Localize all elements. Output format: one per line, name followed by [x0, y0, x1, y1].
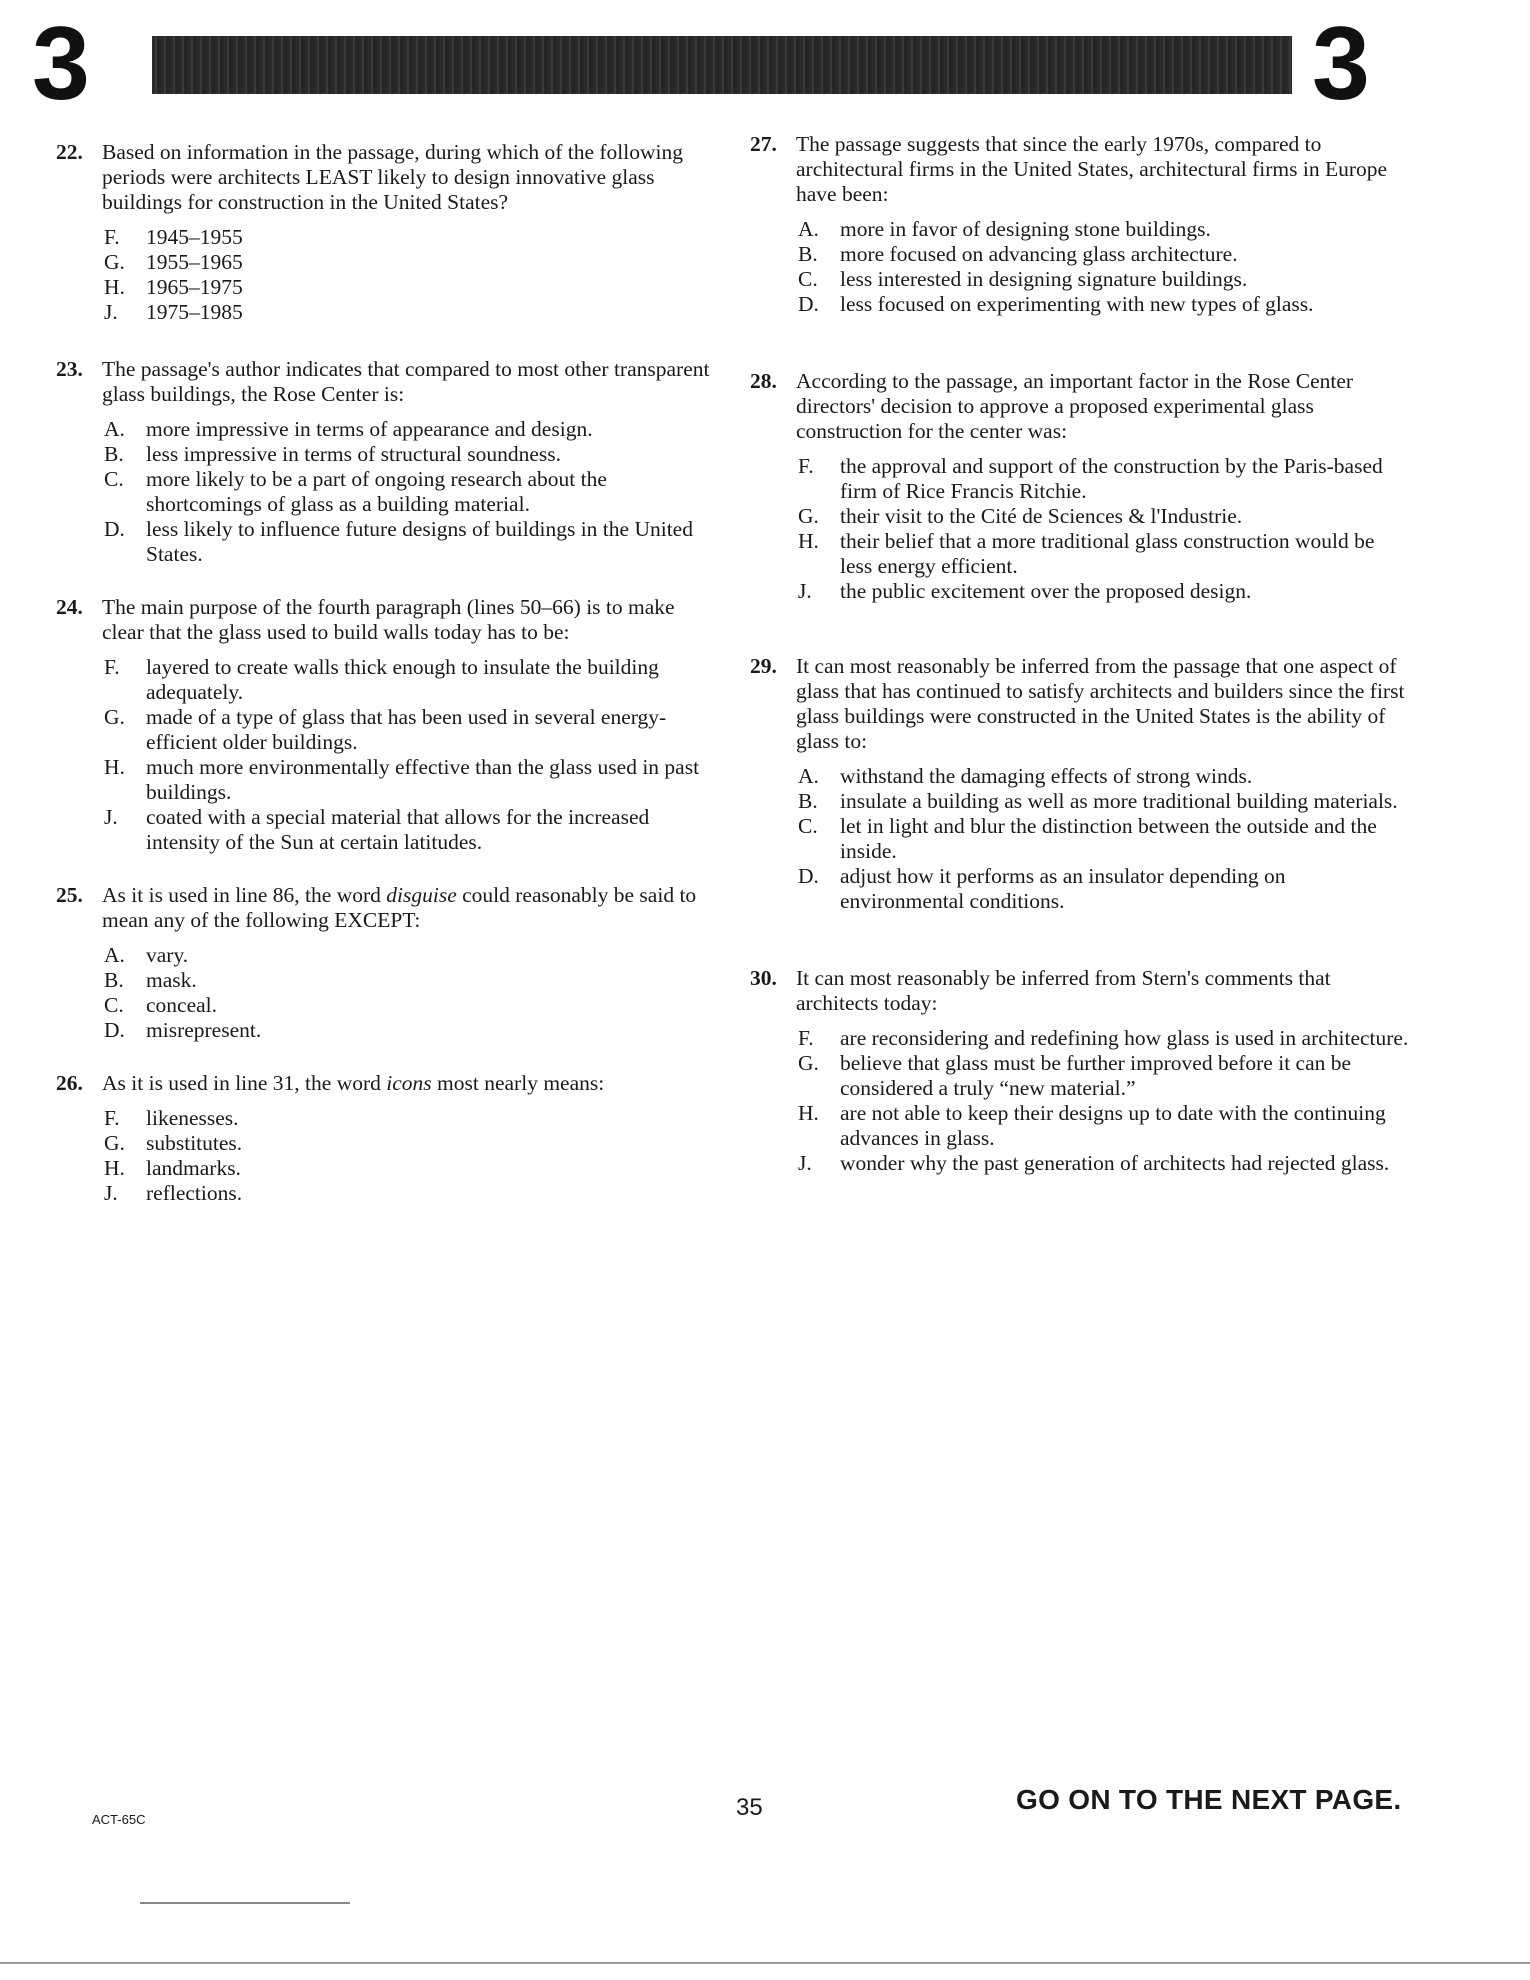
answer-option [104, 1018, 716, 1043]
question-stem: It can most reasonably be inferred from the passage that one aspect of glass that has continued to satisfy architects and builders since the first glass buildings were constructed in the United States is the ability of glass to: [796, 654, 1405, 753]
question-number: 28. [750, 369, 777, 393]
option-text: 1955–1965 [146, 250, 243, 274]
option-letter: A. [104, 943, 125, 967]
option-letter: A. [104, 417, 125, 441]
option-letter: H. [104, 275, 125, 299]
answer-option [104, 968, 716, 993]
option-letter: J. [104, 805, 118, 829]
option-letter: J. [104, 1181, 118, 1205]
option-letter: H. [104, 1156, 125, 1180]
answer-option [798, 242, 1410, 267]
question-24 [56, 595, 716, 855]
option-letter: J. [104, 300, 118, 324]
option-letter: G. [798, 1051, 819, 1075]
option-text: withstand the damaging effects of strong winds. [840, 764, 1253, 788]
option-letter: B. [104, 442, 124, 466]
option-letter: H. [104, 755, 125, 779]
page-number: 35 [736, 1794, 763, 1821]
answer-option [798, 579, 1410, 604]
option-text: their visit to the Cité de Sciences & l'Industrie. [840, 504, 1243, 528]
option-text: their belief that a more traditional glass construction would be less energy efficient. [840, 529, 1375, 578]
answer-option [104, 250, 716, 275]
option-text: 1965–1975 [146, 275, 243, 299]
answer-options [798, 454, 1410, 604]
option-text: the approval and support of the construction by the Paris-based firm of Rice Francis Ritchie. [840, 454, 1383, 503]
question-stem: As it is used in line 86, the word disguise could reasonably be said to mean any of the following EXCEPT: [102, 883, 697, 932]
question-stem: The passage's author indicates that compared to most other transparent glass buildings, the Rose Center is: [102, 357, 710, 406]
option-letter: F. [104, 655, 120, 679]
option-text: mask. [146, 968, 197, 992]
answer-option [798, 814, 1410, 864]
answer-options [104, 655, 716, 855]
question-stem: Based on information in the passage, during which of the following periods were architects LEAST likely to design innovative glass buildings for construction in the United States? [102, 140, 683, 214]
answer-option [798, 1101, 1410, 1151]
answer-option [104, 275, 716, 300]
answer-option [104, 1156, 716, 1181]
option-text: let in light and blur the distinction between the outside and the inside. [840, 814, 1377, 863]
answer-option [798, 864, 1410, 914]
answer-option [104, 943, 716, 968]
question-stem: According to the passage, an important factor in the Rose Center directors' decision to approve a proposed experimental glass construction for the center was: [796, 369, 1354, 443]
right-question-column [750, 132, 1410, 1176]
option-text: likenesses. [146, 1106, 239, 1130]
option-text: insulate a building as well as more traditional building materials. [840, 789, 1398, 813]
answer-option [104, 755, 716, 805]
option-text: vary. [146, 943, 189, 967]
answer-option [104, 225, 716, 250]
option-text: reflections. [146, 1181, 243, 1205]
option-letter: B. [104, 968, 124, 992]
option-text: are not able to keep their designs up to date with the continuing advances in glass. [840, 1101, 1386, 1150]
option-text: believe that glass must be further improved before it can be considered a truly “new material.” [840, 1051, 1352, 1100]
question-number: 22. [56, 140, 83, 164]
question-22 [56, 140, 716, 325]
answer-option [798, 267, 1410, 292]
form-code: ACT-65C [92, 1812, 146, 1827]
option-text: conceal. [146, 993, 218, 1017]
question-23 [56, 357, 716, 567]
question-29 [750, 654, 1410, 914]
option-text: less impressive in terms of structural soundness. [146, 442, 562, 466]
question-26 [56, 1071, 716, 1206]
option-letter: D. [104, 517, 125, 541]
answer-option [104, 1181, 716, 1206]
option-text: landmarks. [146, 1156, 241, 1180]
question-number: 29. [750, 654, 777, 678]
question-stem: It can most reasonably be inferred from Stern's comments that architects today: [796, 966, 1331, 1015]
answer-option [104, 467, 716, 517]
option-text: the public excitement over the proposed design. [840, 579, 1252, 603]
option-letter: G. [104, 250, 125, 274]
answer-option [798, 292, 1410, 317]
section-number-right: 3 [1312, 6, 1370, 122]
option-letter: C. [104, 993, 124, 1017]
question-27 [750, 132, 1410, 317]
option-text: coated with a special material that allows for the increased intensity of the Sun at certain latitudes. [146, 805, 650, 854]
answer-options [104, 417, 716, 567]
answer-option [798, 529, 1410, 579]
option-text: are reconsidering and redefining how glass is used in architecture. [840, 1026, 1409, 1050]
answer-option [798, 789, 1410, 814]
question-stem: The passage suggests that since the early 1970s, compared to architectural firms in the United States, architectural firms in Europe have been: [796, 132, 1388, 206]
answer-options [798, 1026, 1410, 1176]
section-number-left: 3 [32, 6, 90, 122]
option-text: more in favor of designing stone buildings. [840, 217, 1211, 241]
answer-option [104, 1131, 716, 1156]
question-25 [56, 883, 716, 1043]
option-text: 1945–1955 [146, 225, 243, 249]
answer-option [104, 655, 716, 705]
answer-option [798, 1026, 1410, 1051]
option-text: much more environmentally effective than the glass used in past buildings. [146, 755, 700, 804]
answer-option [104, 300, 716, 325]
option-text: wonder why the past generation of architects had rejected glass. [840, 1151, 1390, 1175]
question-number: 26. [56, 1071, 83, 1095]
answer-options [104, 943, 716, 1043]
option-letter: C. [798, 814, 818, 838]
answer-options [104, 225, 716, 325]
option-letter: G. [104, 1131, 125, 1155]
option-text: substitutes. [146, 1131, 243, 1155]
question-number: 27. [750, 132, 777, 156]
option-letter: H. [798, 529, 819, 553]
scan-artifact-line [140, 1902, 350, 1904]
option-letter: G. [104, 705, 125, 729]
answer-option [798, 504, 1410, 529]
question-number: 24. [56, 595, 83, 619]
option-text: made of a type of glass that has been used in several energy-efficient older buildings. [146, 705, 667, 754]
option-text: 1975–1985 [146, 300, 243, 324]
answer-option [798, 1051, 1410, 1101]
option-letter: B. [798, 789, 818, 813]
option-letter: A. [798, 764, 819, 788]
left-question-column [56, 140, 716, 1206]
option-letter: D. [798, 292, 819, 316]
answer-option [104, 993, 716, 1018]
answer-option [104, 705, 716, 755]
answer-option [104, 805, 716, 855]
answer-options [798, 217, 1410, 317]
option-letter: D. [798, 864, 819, 888]
option-text: less focused on experimenting with new types of glass. [840, 292, 1314, 316]
question-30 [750, 966, 1410, 1176]
option-letter: J. [798, 579, 812, 603]
option-text: more likely to be a part of ongoing research about the shortcomings of glass as a building material. [146, 467, 607, 516]
option-text: less interested in designing signature buildings. [840, 267, 1248, 291]
option-letter: F. [798, 454, 814, 478]
answer-option [104, 517, 716, 567]
answer-option [104, 442, 716, 467]
option-letter: J. [798, 1151, 812, 1175]
answer-option [798, 764, 1410, 789]
go-on-next-page-label: GO ON TO THE NEXT PAGE. [1016, 1784, 1402, 1815]
option-letter: D. [104, 1018, 125, 1042]
question-number: 23. [56, 357, 83, 381]
answer-option [798, 454, 1410, 504]
option-letter: F. [104, 225, 120, 249]
answer-option [798, 217, 1410, 242]
answer-option [798, 1151, 1410, 1176]
page-bottom-rule [0, 1962, 1530, 1964]
question-number: 30. [750, 966, 777, 990]
section-header-bar [152, 36, 1292, 94]
option-letter: H. [798, 1101, 819, 1125]
option-text: more focused on advancing glass architecture. [840, 242, 1238, 266]
option-text: less likely to influence future designs of buildings in the United States. [146, 517, 693, 566]
option-text: layered to create walls thick enough to insulate the building adequately. [146, 655, 659, 704]
option-text: adjust how it performs as an insulator depending on environmental conditions. [840, 864, 1286, 913]
answer-options [798, 764, 1410, 914]
answer-option [104, 417, 716, 442]
option-letter: F. [798, 1026, 814, 1050]
option-text: more impressive in terms of appearance and design. [146, 417, 593, 441]
option-letter: G. [798, 504, 819, 528]
answer-options [104, 1106, 716, 1206]
question-28 [750, 369, 1410, 604]
question-stem: As it is used in line 31, the word icons most nearly means: [102, 1071, 605, 1095]
option-letter: F. [104, 1106, 120, 1130]
option-letter: A. [798, 217, 819, 241]
question-number: 25. [56, 883, 83, 907]
option-text: misrepresent. [146, 1018, 262, 1042]
option-letter: B. [798, 242, 818, 266]
option-letter: C. [104, 467, 124, 491]
option-letter: C. [798, 267, 818, 291]
answer-option [104, 1106, 716, 1131]
question-stem: The main purpose of the fourth paragraph (lines 50–66) is to make clear that the glass used to build walls today has to be: [102, 595, 675, 644]
